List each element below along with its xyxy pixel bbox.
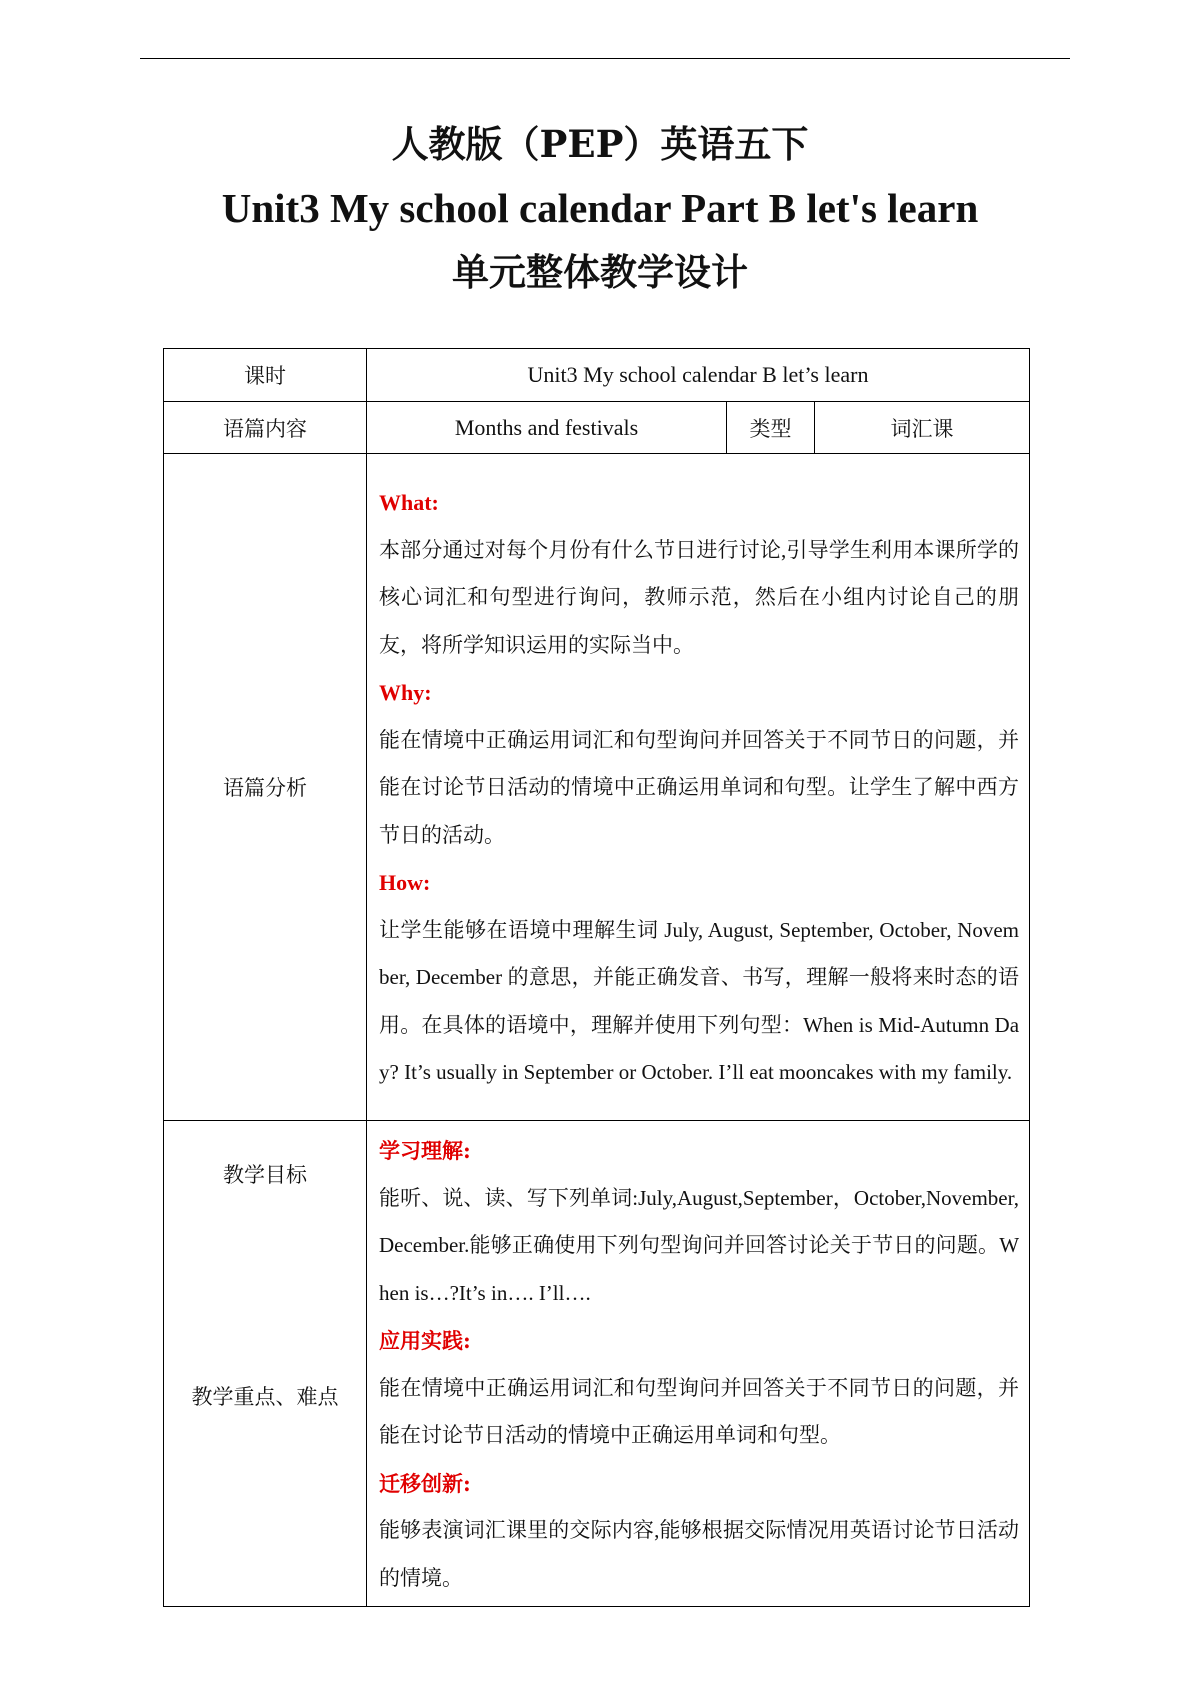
learn-heading: 学习理解:	[379, 1138, 471, 1163]
analysis-label: 语篇分析	[164, 454, 367, 1121]
what-text: 本部分通过对每个月份有什么节日进行讨论,引导学生利用本课所学的核心词汇和句型进行询问，教师示范，然后在小组内讨论自己的朋友，将所学知识运用的实际当中。	[379, 537, 1020, 657]
objectives-label-cell	[164, 1121, 367, 1607]
type-label: 类型	[727, 402, 815, 454]
content-value: Months and festivals	[367, 402, 727, 454]
learn-text: 能听、说、读、写下列单词:July,August,September，October,November,December.能够正确使用下列句型询问并回答讨论关于节日的问题。When is…?It’s in…. I’ll….	[379, 1185, 1020, 1305]
row-content	[164, 402, 1030, 454]
title-line-3: 单元整体教学设计	[452, 250, 748, 294]
row-objectives	[164, 1121, 1030, 1607]
type-value: 词汇课	[815, 402, 1030, 454]
transfer-heading: 迁移创新:	[379, 1470, 471, 1496]
header-rule	[140, 58, 1070, 59]
lesson-label: 课时	[164, 349, 367, 402]
lesson-plan-table	[163, 348, 1030, 1607]
objectives-label: 教学目标	[223, 1163, 307, 1187]
how-text: 让学生能够在语境中理解生词 July, August, September, October, November, December 的意思，并能正确发音、书写，理解一般将来时态的语用。在具体的语境中，理解并使用下列句型：When is Mid-Autumn Day? It’s usually in September or October. I’ll eat mooncakes with my family.	[379, 917, 1020, 1085]
objectives-content	[367, 1121, 1030, 1607]
key-points-label: 教学重点、难点	[191, 1385, 339, 1409]
transfer-text: 能够表演词汇课里的交际内容,能够根据交际情况用英语讨论节日活动的情境。	[379, 1518, 1020, 1590]
document-title	[0, 112, 1200, 304]
content-label: 语篇内容	[164, 402, 367, 454]
lesson-value: Unit3 My school calendar B let’s learn	[367, 349, 1030, 402]
what-heading: What:	[379, 490, 439, 516]
apply-heading: 应用实践:	[379, 1328, 471, 1353]
row-analysis	[164, 454, 1030, 1121]
how-heading: How:	[379, 870, 431, 896]
title-line-2: Unit3 My school calendar Part B let's learn	[221, 185, 979, 231]
title-line-1: 人教版（PEP）英语五下	[391, 122, 809, 166]
apply-text: 能在情境中正确运用词汇和句型询问并回答关于不同节日的问题，并能在讨论节日活动的情境中正确运用单词和句型。	[379, 1375, 1020, 1447]
why-heading: Why:	[379, 680, 432, 706]
analysis-content	[367, 454, 1030, 1121]
row-lesson	[164, 349, 1030, 402]
why-text: 能在情境中正确运用词汇和句型询问并回答关于不同节日的问题，并能在讨论节日活动的情境中正确运用单词和句型。让学生了解中西方节日的活动。	[379, 727, 1020, 847]
